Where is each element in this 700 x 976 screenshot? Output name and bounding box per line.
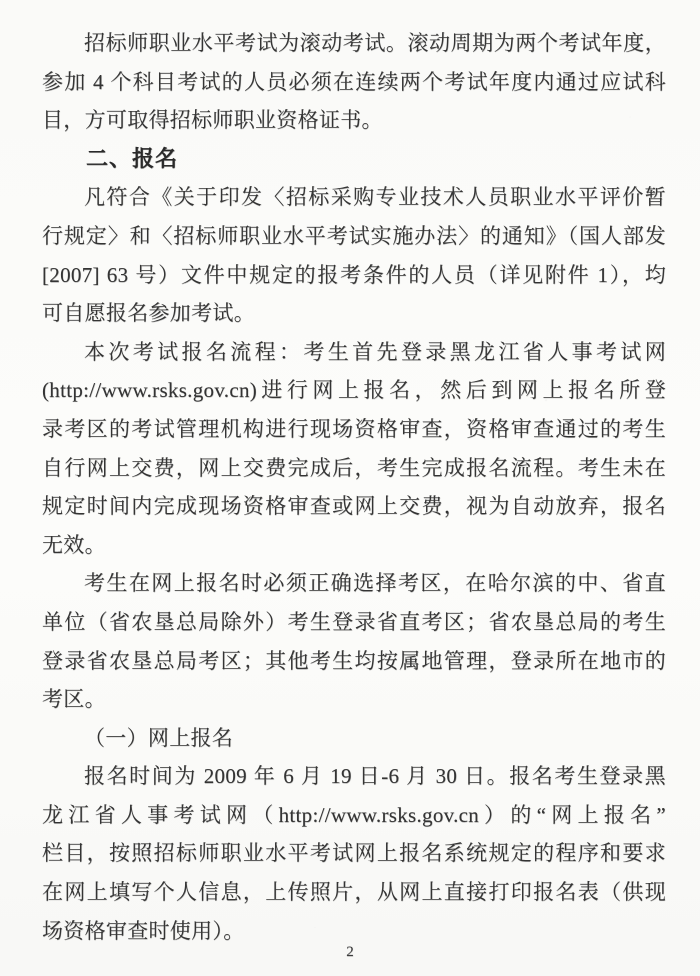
- text-line: （一）网上报名: [84, 725, 234, 750]
- text-line: 栏目，按照招标师职业水平考试网上报名系统规定的程序和要求: [42, 841, 666, 866]
- text-line: 本次考试报名流程：考生首先登录黑龙江省人事考试网: [84, 339, 666, 364]
- text-line: 自行网上交费，网上交费完成后，考生完成报名流程。考生未在: [42, 455, 666, 480]
- text-line: 场资格审查时使用）。: [42, 918, 245, 943]
- text-line: 招标师职业水平考试为滚动考试。滚动周期为两个考试年度，: [84, 31, 666, 55]
- text-line: (http://www.rsks.gov.cn)进行网上报名，然后到网上报名所登: [42, 378, 666, 403]
- text-line: 在网上填写个人信息，上传照片，从网上直接打印报名表（供现: [42, 880, 666, 905]
- section-heading: 二、报名: [86, 145, 179, 171]
- text-line: 无效。: [42, 532, 106, 557]
- text-line: 报名时间为 2009 年 6 月 19 日-6 月 30 日。报名考生登录黑: [84, 764, 666, 789]
- text-line: 目，方可取得招标师职业资格证书。: [42, 108, 383, 133]
- document-body: [42, 24, 666, 950]
- text-line: 录考区的考试管理机构进行现场资格审查，资格审查通过的考生: [42, 416, 666, 441]
- text-line: 规定时间内完成现场资格审查或网上交费，视为自动放弃，报名: [42, 494, 666, 519]
- text-line: 参加 4 个科目考试的人员必须在连续两个考试年度内通过应试科: [42, 69, 666, 94]
- page-number: 2: [346, 944, 354, 960]
- text-line: [2007] 63 号）文件中规定的报考条件的人员（详见附件 1），均: [42, 262, 666, 287]
- text-line: 单位（省农垦总局除外）考生登录省直考区；省农垦总局的考生: [42, 609, 666, 634]
- text-line: 考生在网上报名时必须正确选择考区，在哈尔滨的中、省直: [84, 571, 666, 596]
- text-line: 龙江省人事考试网（http://www.rsks.gov.cn）的“网上报名”: [42, 802, 666, 827]
- text-line: 行规定〉和〈招标师职业水平考试实施办法〉的通知》（国人部发: [42, 223, 666, 248]
- text-line: 可自愿报名参加考试。: [42, 301, 255, 326]
- text-line: 凡符合《关于印发〈招标采购专业技术人员职业水平评价暂: [84, 185, 666, 210]
- text-line: 考区。: [42, 687, 106, 712]
- text-line: 登录省农垦总局考区；其他考生均按属地管理，登录所在地市的: [42, 648, 666, 673]
